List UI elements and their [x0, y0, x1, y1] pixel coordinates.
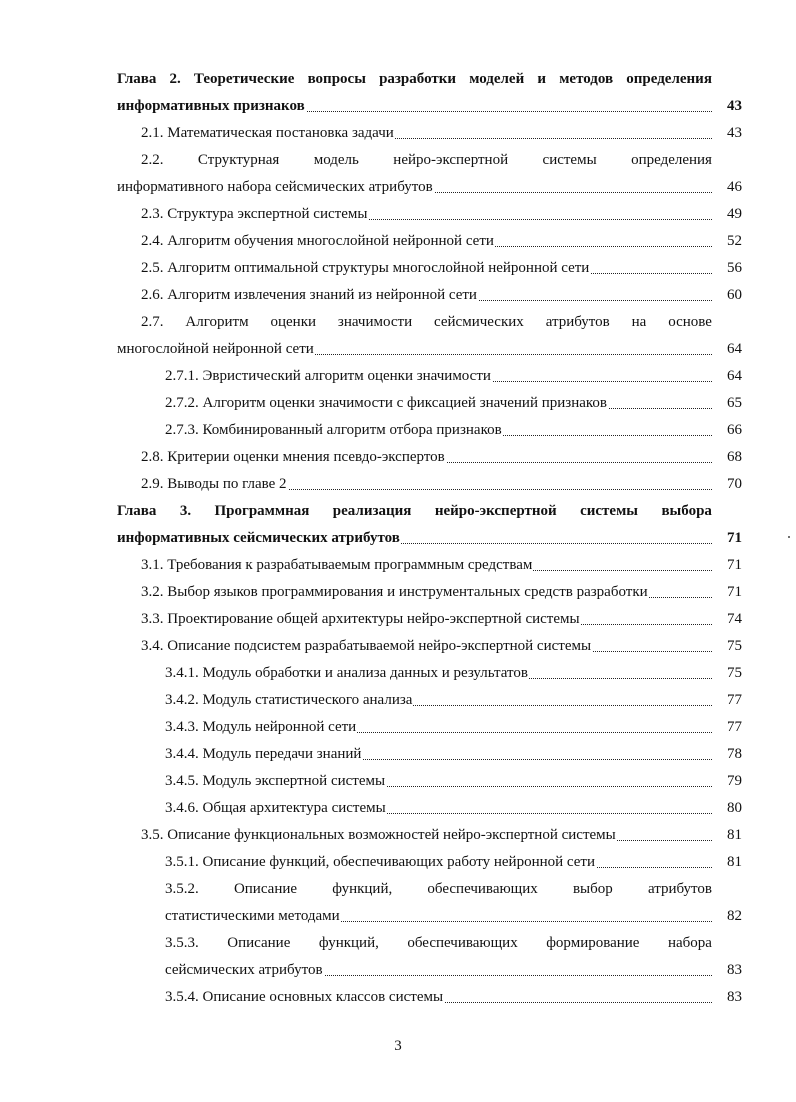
- toc-entry-title: [165, 903, 712, 930]
- toc-word: атрибутов: [545, 314, 610, 330]
- subsection-entry-continued[interactable]: [117, 903, 742, 930]
- toc-entry-first-line: [117, 66, 712, 93]
- toc-entry-first-line: [141, 309, 712, 336]
- toc-word: 2.: [169, 71, 181, 87]
- toc-word: нейро-экспертной: [434, 503, 557, 519]
- toc-entry-title: [165, 687, 712, 714]
- section-entry[interactable]: [117, 228, 742, 255]
- toc-word: сейсмических: [434, 314, 524, 330]
- toc-word: основе: [668, 314, 712, 330]
- toc-page-number: 81: [727, 854, 742, 870]
- toc-entry-title: [117, 336, 712, 363]
- toc-page-number: 65: [727, 395, 742, 411]
- toc-entry-text: 2.6. Алгоритм извлечения знаний из нейронной сети: [141, 287, 477, 303]
- toc-page-number: 52: [727, 233, 742, 249]
- toc-entry-title: [165, 714, 712, 741]
- toc-entry-title: [165, 741, 712, 768]
- toc-entry-title: [165, 849, 712, 876]
- toc-entry-text: 2.9. Выводы по главе 2: [141, 476, 287, 492]
- toc-entry-title: [141, 552, 712, 579]
- toc-page-number: 43: [727, 125, 742, 141]
- toc-word: моделей: [469, 71, 525, 87]
- toc-word: оценки: [270, 314, 317, 330]
- toc-entry-text: 2.7.1. Эвристический алгоритм оценки значимости: [165, 368, 491, 384]
- toc-word: Глава: [117, 503, 157, 519]
- toc-page-number: 81: [727, 827, 742, 843]
- toc-entry-title: [165, 660, 712, 687]
- toc-page-number: 68: [727, 449, 742, 465]
- toc-entry-title: [141, 228, 712, 255]
- subsection-entry[interactable]: [117, 930, 742, 957]
- toc-entry-title: [141, 606, 712, 633]
- section-entry[interactable]: [117, 255, 742, 282]
- section-entry[interactable]: [117, 282, 742, 309]
- toc-entry-text: 2.5. Алгоритм оптимальной структуры многослойной нейронной сети: [141, 260, 590, 276]
- toc-page-number: 74: [727, 611, 742, 627]
- subsection-entry[interactable]: [117, 795, 742, 822]
- subsection-entry-continued[interactable]: [117, 957, 742, 984]
- toc-entry-text: 2.4. Алгоритм обучения многослойной нейронной сети: [141, 233, 494, 249]
- section-entry[interactable]: [117, 606, 742, 633]
- toc-entry-title: [165, 417, 712, 444]
- section-entry[interactable]: [117, 201, 742, 228]
- toc-entry-text: 3.4.4. Модуль передачи знаний: [165, 746, 362, 762]
- toc-page-number: 56: [727, 260, 742, 276]
- toc-word: Описание: [227, 935, 291, 951]
- toc-entry-title: [117, 93, 712, 120]
- subsection-entry[interactable]: [117, 714, 742, 741]
- toc-entry-text: 3.3. Проектирование общей архитектуры нейро-экспертной системы: [141, 611, 580, 627]
- toc-word: Глава: [117, 71, 157, 87]
- toc-entry-text: 3.4. Описание подсистем разрабатываемой нейро-экспертной системы: [141, 638, 592, 654]
- toc-entry-title: [141, 120, 712, 147]
- toc-entry-text: 2.1. Математическая постановка задачи: [141, 125, 394, 141]
- subsection-entry[interactable]: [117, 984, 742, 1011]
- toc-word: и: [537, 71, 547, 87]
- subsection-entry[interactable]: [117, 741, 742, 768]
- toc-page-number: 43: [727, 98, 742, 114]
- toc-entry-title: [165, 984, 712, 1011]
- toc-word: реализация: [332, 503, 412, 519]
- toc-page-number: 82: [727, 908, 742, 924]
- toc-page-number: 71: [727, 557, 742, 573]
- toc-entry-text: 2.7.3. Комбинированный алгоритм отбора признаков: [165, 422, 502, 438]
- toc-word: Описание: [233, 881, 298, 897]
- chapter-heading-continued[interactable]: [117, 93, 742, 120]
- toc-entry-title: [165, 768, 712, 795]
- toc-entry-text: информативных признаков: [117, 98, 305, 114]
- subsection-entry[interactable]: [117, 876, 742, 903]
- toc-word: 2.7.: [141, 314, 164, 330]
- toc-entry-title: [141, 282, 712, 309]
- toc-word: определения: [626, 71, 712, 87]
- chapter-heading-continued[interactable]: [117, 525, 742, 552]
- toc-entry-text: 3.4.5. Модуль экспертной системы: [165, 773, 386, 789]
- toc-entry-text: 2.8. Критерии оценки мнения псевдо-экспертов: [141, 449, 445, 465]
- toc-entry-text: сейсмических атрибутов: [165, 962, 323, 978]
- page-number: 3: [394, 1038, 402, 1054]
- toc-page-number: 71: [727, 530, 742, 546]
- toc-word: определения: [631, 152, 712, 168]
- toc-word: функций,: [318, 935, 379, 951]
- toc-page-number: 80: [727, 800, 742, 816]
- toc-entry-title: [117, 174, 712, 201]
- subsection-entry[interactable]: [117, 849, 742, 876]
- section-entry-continued[interactable]: [117, 174, 742, 201]
- toc-entry-first-line: [141, 147, 712, 174]
- toc-entry-text: 3.4.6. Общая архитектура системы: [165, 800, 386, 816]
- toc-word: системы: [542, 152, 597, 168]
- section-entry-continued[interactable]: [117, 336, 742, 363]
- toc-entry-text: 2.3. Структура экспертной системы: [141, 206, 368, 222]
- section-entry[interactable]: [117, 579, 742, 606]
- toc-word: выбора: [661, 503, 712, 519]
- toc-entry-text: 3.1. Требования к разрабатываемым программным средствам: [141, 557, 533, 573]
- toc-entry-title: [165, 390, 712, 417]
- toc-page-number: 77: [727, 692, 742, 708]
- toc-entry-first-line: [117, 498, 712, 525]
- section-entry[interactable]: [117, 444, 742, 471]
- section-entry[interactable]: [117, 552, 742, 579]
- section-entry[interactable]: [117, 471, 742, 498]
- toc-entry-title: [141, 633, 712, 660]
- toc-entry-title: [141, 822, 712, 849]
- scan-speck: [788, 536, 790, 538]
- toc-word: выбор: [572, 881, 613, 897]
- subsection-entry[interactable]: [117, 390, 742, 417]
- section-entry[interactable]: [117, 120, 742, 147]
- toc-word: значимости: [337, 314, 413, 330]
- toc-word: Алгоритм: [185, 314, 249, 330]
- toc-word: модель: [313, 152, 359, 168]
- section-entry[interactable]: [117, 633, 742, 660]
- toc-word: атрибутов: [647, 881, 712, 897]
- toc-entry-text: 3.2. Выбор языков программирования и инструментальных средств разработки: [141, 584, 648, 600]
- toc-entry-text: 3.5.4. Описание основных классов системы: [165, 989, 444, 1005]
- chapter-heading[interactable]: [117, 498, 742, 525]
- toc-word: Теоретические: [193, 71, 295, 87]
- toc-entry-title: [117, 525, 712, 552]
- toc-page-number: 83: [727, 989, 742, 1005]
- toc-page-number: 60: [727, 287, 742, 303]
- toc-word: системы: [580, 503, 639, 519]
- toc-word: обеспечивающих: [407, 935, 518, 951]
- toc-entry-title: [141, 255, 712, 282]
- toc-page-number: 75: [727, 638, 742, 654]
- toc-entry-text: статистическими методами: [165, 908, 340, 924]
- toc-page-number: 77: [727, 719, 742, 735]
- subsection-entry[interactable]: [117, 417, 742, 444]
- toc-entry-text: 3.5.1. Описание функций, обеспечивающих работу нейронной сети: [165, 854, 595, 870]
- toc-entry-title: [165, 363, 712, 390]
- toc-word: формирование: [546, 935, 640, 951]
- section-entry[interactable]: [117, 822, 742, 849]
- toc-entry-title: [141, 444, 712, 471]
- toc-word: 3.: [179, 503, 192, 519]
- toc-page-number: 75: [727, 665, 742, 681]
- toc-page-number: 83: [727, 962, 742, 978]
- subsection-entry[interactable]: [117, 768, 742, 795]
- toc-entry-text: 3.5. Описание функциональных возможностей нейро-экспертной системы: [141, 827, 616, 843]
- toc-entry-first-line: [165, 930, 712, 957]
- toc-entry-text: 3.4.1. Модуль обработки и анализа данных и результатов: [165, 665, 528, 681]
- toc-entry-title: [165, 795, 712, 822]
- subsection-entry[interactable]: [117, 363, 742, 390]
- toc-word: функций,: [332, 881, 393, 897]
- toc-page-number: 46: [727, 179, 742, 195]
- toc-word: на: [631, 314, 647, 330]
- toc-entry-title: [141, 471, 712, 498]
- toc-word: обеспечивающих: [427, 881, 538, 897]
- toc-word: 3.5.3.: [165, 935, 199, 951]
- toc-entry-title: [165, 957, 712, 984]
- toc-word: вопросы: [307, 71, 366, 87]
- toc-word: Структурная: [197, 152, 280, 168]
- toc-page-number: 79: [727, 773, 742, 789]
- toc-word: Программная: [214, 503, 310, 519]
- toc-entry-first-line: [165, 876, 712, 903]
- toc-entry-title: [141, 579, 712, 606]
- toc-word: методов: [559, 71, 614, 87]
- toc-word: набора: [667, 935, 712, 951]
- section-entry[interactable]: [117, 309, 742, 336]
- toc-page-number: 49: [727, 206, 742, 222]
- section-entry[interactable]: [117, 147, 742, 174]
- toc-page-number: 78: [727, 746, 742, 762]
- toc-page-number: 66: [727, 422, 742, 438]
- toc-word: разработки: [379, 71, 457, 87]
- toc-word: нейро-экспертной: [393, 152, 509, 168]
- toc-entry-text: 3.4.2. Модуль статистического анализа: [165, 692, 413, 708]
- toc-word: 3.5.2.: [165, 881, 199, 897]
- toc-entry-text: многослойной нейронной сети: [117, 341, 314, 357]
- subsection-entry[interactable]: [117, 660, 742, 687]
- chapter-heading[interactable]: [117, 66, 742, 93]
- toc-entry-text: информативных сейсмических атрибутов: [117, 530, 400, 546]
- toc-entry-text: информативного набора сейсмических атрибутов: [117, 179, 433, 195]
- toc-page-number: 64: [727, 341, 742, 357]
- toc-page-number: 64: [727, 368, 742, 384]
- subsection-entry[interactable]: [117, 687, 742, 714]
- toc-entry-text: 3.4.3. Модуль нейронной сети: [165, 719, 357, 735]
- toc-entry-text: 2.7.2. Алгоритм оценки значимости с фиксацией значений признаков: [165, 395, 608, 411]
- toc-page-number: 70: [727, 476, 742, 492]
- toc-entry-title: [141, 201, 712, 228]
- table-of-contents: [117, 66, 742, 1011]
- toc-word: 2.2.: [141, 152, 164, 168]
- toc-page-number: 71: [727, 584, 742, 600]
